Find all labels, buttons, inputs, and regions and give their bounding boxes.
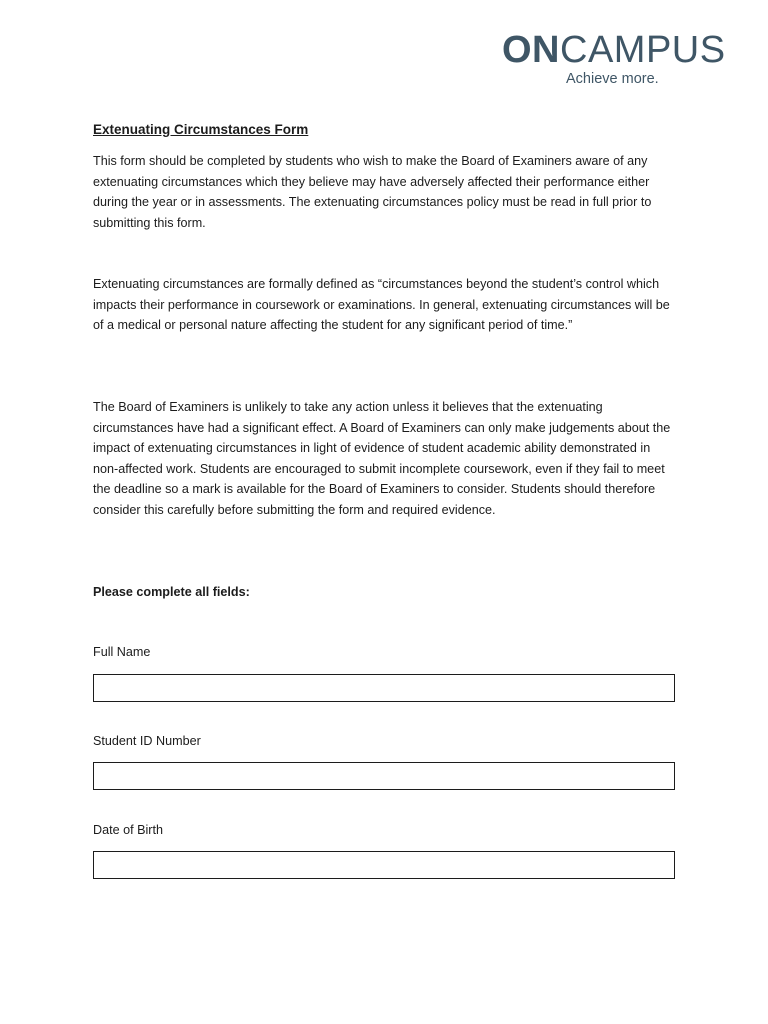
logo-campus-text: CAMPUS [560,29,726,71]
document-title: Extenuating Circumstances Form [93,122,309,137]
date-of-birth-label: Date of Birth [93,823,163,837]
definition-paragraph: Extenuating circumstances are formally defined as “circumstances beyond the student’s control which impacts their performance in coursework or examinations. In general, extenuating circumstances will be of a medical or personal nature affecting the student for any significant period of time.” [93,277,670,332]
oncampus-logo [502,30,742,92]
date-of-birth-field[interactable] [93,851,675,879]
logo-on-text: ON [502,29,560,71]
board-policy-paragraph: The Board of Examiners is unlikely to take any action unless it believes that the extenuating circumstances have had a significant effect. A Board of Examiners can only make judgements about the impact of extenuating circumstances in light of evidence of student academic ability demonstrated in non-affected work. Students are encouraged to submit incomplete coursework, even if they fail to meet the deadline so a mark is available for the Board of Examiners to consider. Students should therefore consider this carefully before submitting the form and required evidence. [93,400,671,517]
logo-tagline: Achieve more. [566,71,659,87]
full-name-field[interactable] [93,674,675,702]
student-id-field[interactable] [93,762,675,790]
intro-paragraph: This form should be completed by students who wish to make the Board of Examiners aware of any extenuating circumstances which they believe may have adversely affected their performance either during the year or in assessments. The extenuating circumstances policy must be read in full prior to submitting this form. [93,154,652,230]
instruction-text: Please complete all fields: [93,585,250,599]
student-id-label: Student ID Number [93,734,201,748]
full-name-label: Full Name [93,645,151,659]
logo-wordmark [502,30,726,70]
